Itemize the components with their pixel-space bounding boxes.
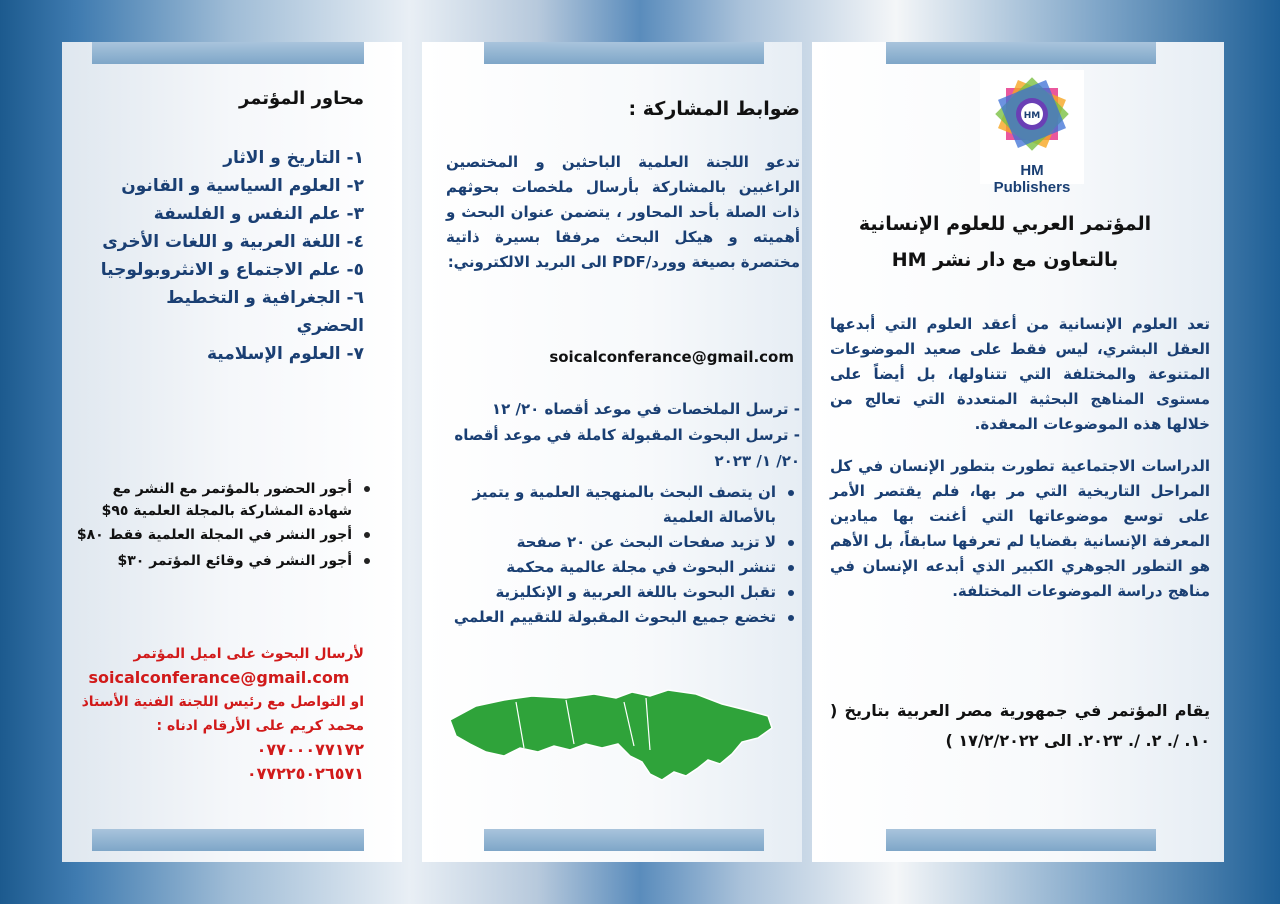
title-line: المؤتمر العربي للعلوم الإنسانية bbox=[858, 213, 1152, 235]
logo-text: HM Publishers bbox=[993, 162, 1071, 196]
axis-item: ٤- اللغة العربية و اللغات الأخرى bbox=[102, 232, 364, 252]
rules-intro: تدعو اللجنة العلمية الباحثين و المختصين الراغبين بالمشاركة بأرسال ملخصات بحوثهم ذات الصلة بأحد المحاور ، يتضمن عنوان البحث و أهميته و هيكل البحث مرفقا بسيرة ذاتية مختصرة بصيغة وورد/PDF الى البريد الالكتروني: bbox=[446, 153, 800, 271]
deadline-papers: - ترسل البحوث المقبولة كاملة في موعد أقصاه ٢٠/ ١/ ٢٠٢٣ bbox=[454, 426, 800, 470]
axis-item: ٧- العلوم الإسلامية bbox=[206, 344, 364, 364]
conference-title bbox=[840, 206, 1170, 278]
axis-item: ٦- الجغرافية و التخطيط الحضري bbox=[166, 288, 364, 336]
axis-item: ٢- العلوم السياسية و القانون bbox=[121, 176, 364, 196]
axes-list bbox=[100, 144, 364, 368]
contact-block bbox=[74, 642, 364, 786]
title-line: بالتعاون مع دار نشر HM bbox=[891, 249, 1119, 271]
condition-item: لا تزيد صفحات البحث عن ٢٠ صفحة bbox=[446, 530, 776, 555]
contact-line: او التواصل مع رئيس اللجنة الفنية الأستاذ محمد كريم على الأرقام ادناه : bbox=[81, 694, 364, 734]
condition-item: تخضع جميع البحوث المقبولة للتقييم العلمي bbox=[446, 605, 776, 630]
phone-number: ٠٧٧٢٢٥٠٢٦٥٧١ bbox=[246, 764, 364, 783]
deadlines bbox=[446, 396, 800, 474]
logo-flower-icon bbox=[980, 70, 1084, 158]
contact-email[interactable]: soicalconferance@gmail.com bbox=[88, 668, 350, 687]
axis-item: ٥- علم الاجتماع و الانثروبولوجيا bbox=[100, 260, 364, 280]
publisher-logo bbox=[980, 70, 1084, 196]
intro-paragraph: تعد العلوم الإنسانية من أعقد العلوم التي أبدعها العقل البشري، ليس فقط على صعيد الموضوعات المتنوعة والمختلفة التي تتناولها، بل أيضاً على مستوى المناهج البحثية المتعددة التي تعالج من خلالها هذه الموضوعات المعقدة. bbox=[830, 315, 1210, 433]
fees-list bbox=[74, 478, 374, 572]
axes-title: محاور المؤتمر bbox=[239, 88, 364, 109]
top-bar-left bbox=[92, 42, 364, 64]
logo-badge: HM bbox=[1023, 111, 1041, 121]
bottom-bar-middle bbox=[484, 829, 764, 851]
fee-item: أجور النشر في المجلة العلمية فقط ٨٠$ bbox=[74, 524, 352, 546]
top-bar-right bbox=[886, 42, 1156, 64]
axis-item: ١- التاريخ و الاثار bbox=[223, 148, 364, 168]
arab-world-map bbox=[446, 686, 776, 790]
rules-title: ضوابط المشاركة : bbox=[628, 98, 800, 120]
conditions-list bbox=[446, 480, 798, 630]
condition-item: ان يتصف البحث بالمنهجية العلمية و يتميز بالأصالة العلمية bbox=[446, 480, 776, 530]
phone-number: ٠٧٧٠٠٠٧٧١٧٢ bbox=[256, 740, 364, 759]
fee-item: أجور الحضور بالمؤتمر مع النشر مع شهادة المشاركة بالمجلة العلمية ٩٥$ bbox=[74, 478, 352, 522]
venue-date: يقام المؤتمر في جمهورية مصر العربية بتاريخ ( ١٠. /. ٢. /. ٢٠٢٣. الى ١٧/٢/٢٠٢٢ ) bbox=[830, 701, 1210, 750]
condition-item: تنشر البحوث في مجلة عالمية محكمة bbox=[446, 555, 776, 580]
axis-item: ٣- علم النفس و الفلسفة bbox=[153, 204, 364, 224]
contact-line: لأرسال البحوث على اميل المؤتمر bbox=[133, 646, 364, 662]
top-bar-middle bbox=[484, 42, 764, 64]
rules-email[interactable]: soicalconferance@gmail.com bbox=[549, 348, 794, 366]
condition-item: تقبل البحوث باللغة العربية و الإنكليزية bbox=[446, 580, 776, 605]
social-studies-paragraph: الدراسات الاجتماعية تطورت بتطور الإنسان في كل المراحل التاريخية التي مر بها، فلم يقتصر الأمر على توسع موضوعاتها التي أغنت بها ميادين المعرفة الإنسانية بقضايا لم تعرفها سابقاً، بل الأهم هو التطور الجوهري الكبير الذي أبدعه الإنسان في مناهج دراسة الموضوعات المختلفة. bbox=[830, 457, 1210, 600]
bottom-bar-right bbox=[886, 829, 1156, 851]
deadline-abstracts: - ترسل الملخصات في موعد أقصاه ٢٠/ ١٢ bbox=[491, 400, 800, 418]
fee-item: أجور النشر في وقائع المؤتمر ٣٠$ bbox=[74, 550, 352, 572]
bottom-bar-left bbox=[92, 829, 364, 851]
